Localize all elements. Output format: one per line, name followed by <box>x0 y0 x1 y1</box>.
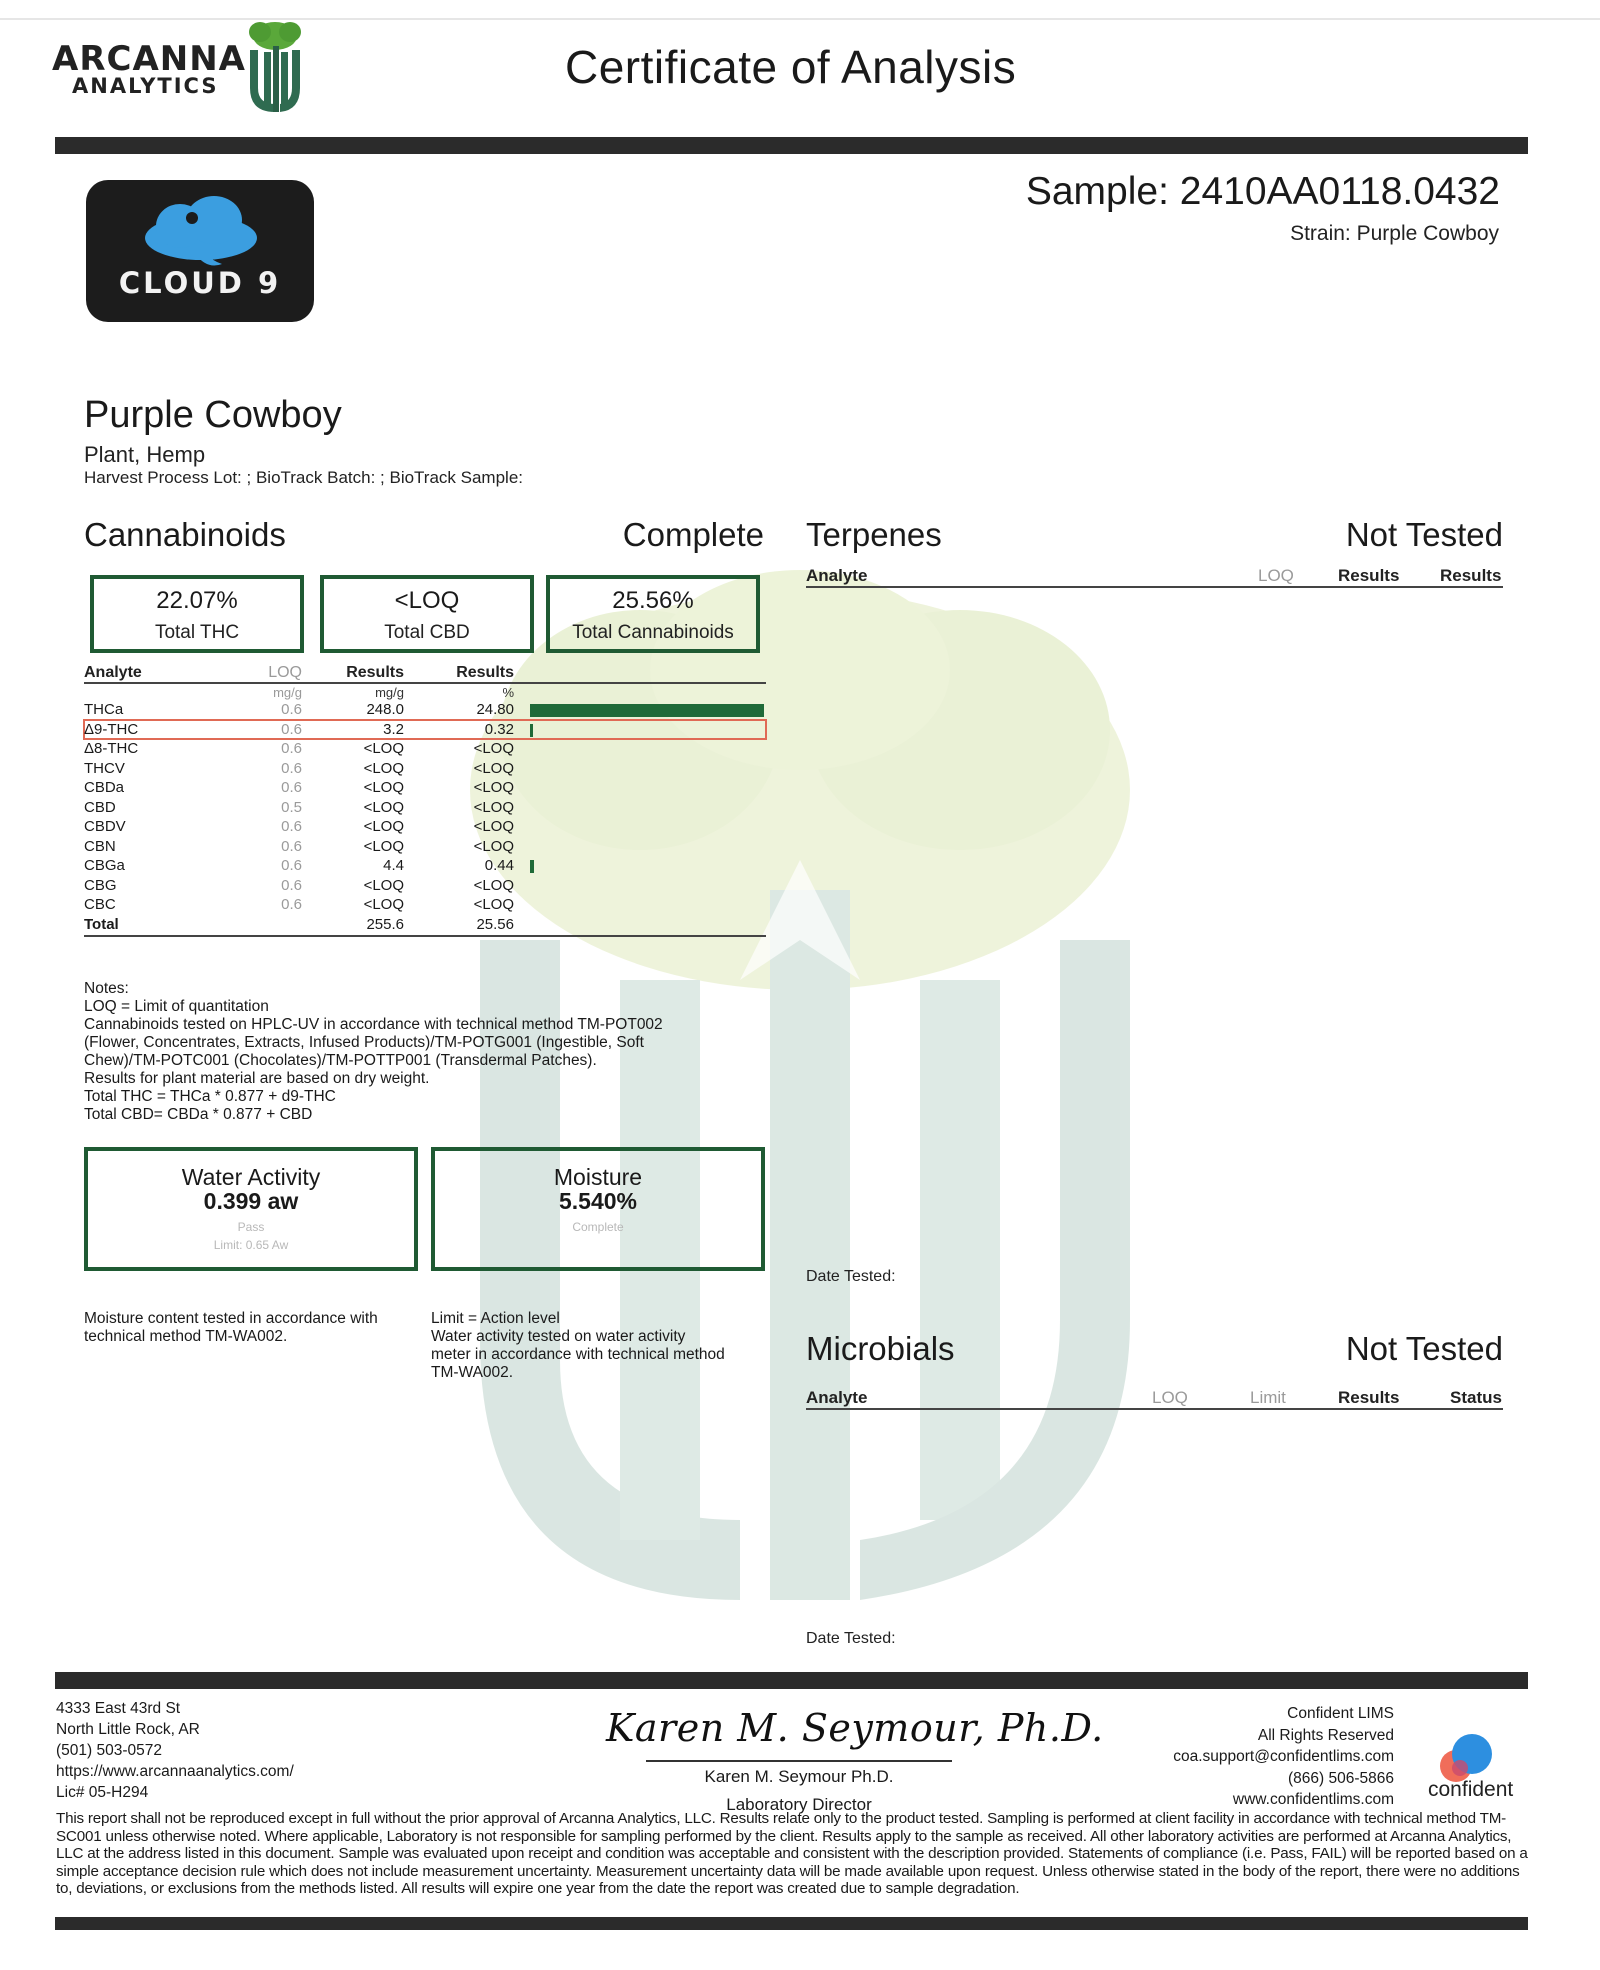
analyte-name: THCa <box>84 701 124 718</box>
terpenes-date-tested: Date Tested: <box>806 1268 896 1285</box>
water-activity-note <box>431 1310 725 1382</box>
col-limit: Limit <box>1250 1388 1286 1407</box>
total-mg: 255.6 <box>366 915 404 933</box>
lab-address <box>56 1698 294 1803</box>
unit-mg: mg/g <box>375 685 404 700</box>
analyte-pct: <LOQ <box>473 837 514 855</box>
result-bar <box>530 724 533 737</box>
lab-website-link[interactable]: https://www.arcannaanalytics.com/ <box>56 1763 294 1780</box>
table-row <box>84 759 766 779</box>
address-line: Lic# 05-H294 <box>56 1784 149 1801</box>
lims-email-link[interactable]: coa.support@confidentlims.com <box>1173 1748 1394 1765</box>
col-analyte: Analyte <box>84 664 142 681</box>
analyte-mg: <LOQ <box>363 837 404 855</box>
client-logo <box>86 180 314 322</box>
disclaimer: This report shall not be reproduced except in full without the prior approval of Arcanna Analytics, LLC. Results relate only to the product tested. Sampling is performed at client facility in accordance with technical method TM-SC001 unless otherwise noted. Where applicable, Laboratory is not responsible for sampling performed by the client. Results apply to the sample as received. All other laboratory activities are performed at Arcanna Analytics, LLC at the address listed in this document. Sample was evaluated upon receipt and condition was acceptable and consistent with the description provided. Statements of compliance (i.e. Pass, FAIL) will be reported based on a simple acceptance decision rule which does not include measurement uncertainty. Measurement uncertainty data will be made available upon request. Unless otherwise stated in the body of the report, there were no additions to, deviations, or exclusions from the methods listed. All results will expire one year from the date the report was created due to sample degradation. <box>56 1810 1528 1897</box>
table-row <box>84 739 766 759</box>
total-pct: 25.56 <box>476 915 514 933</box>
col-loq: LOQ <box>1258 566 1294 585</box>
signer-name: Karen M. Seymour Ph.D. <box>704 1767 894 1786</box>
water-activity-box <box>84 1147 418 1271</box>
summary-box-total-cannabinoids <box>546 575 760 653</box>
col-loq: LOQ <box>268 664 302 681</box>
analyte-loq: 0.6 <box>281 896 302 913</box>
analyte-loq: 0.6 <box>281 818 302 835</box>
strain-label: Strain: Purple Cowboy <box>1290 222 1499 245</box>
moisture-note-line: Moisture content tested in accordance with <box>84 1310 378 1327</box>
water-note-line: Water activity tested on water activity <box>431 1328 686 1345</box>
summary-box-total-cbd <box>320 575 534 653</box>
lab-name: ARCANNA <box>52 39 246 79</box>
notes <box>84 980 774 1124</box>
cannabinoids-status: Complete <box>622 516 764 553</box>
col-results: Results <box>1440 566 1502 585</box>
analyte-loq: 0.6 <box>281 779 302 796</box>
col-results-pct: Results <box>456 664 514 681</box>
analyte-loq: 0.6 <box>281 837 302 855</box>
address-line: North Little Rock, AR <box>56 1721 200 1738</box>
water-activity-status: Pass <box>237 1220 265 1234</box>
summary-label: Total Cannabinoids <box>572 622 734 643</box>
analyte-name: CBDa <box>84 779 125 796</box>
moisture-note <box>84 1310 378 1346</box>
microbials-status: Not Tested <box>1345 1330 1503 1367</box>
notes-line: Results for plant material are based on dry weight. <box>84 1070 430 1087</box>
summary-value: 22.07% <box>156 587 238 614</box>
moisture-value: 5.540% <box>558 1188 637 1214</box>
analyte-pct: <LOQ <box>473 740 514 757</box>
col-results-mg: Results <box>346 664 404 681</box>
analyte-loq: 0.5 <box>281 798 302 816</box>
cannabinoids-title: Cannabinoids <box>84 516 286 553</box>
signer-role: Laboratory Director <box>726 1795 872 1814</box>
terpenes-table-header <box>806 566 1503 588</box>
col-analyte: Analyte <box>806 566 868 585</box>
moisture-note-line: technical method TM-WA002. <box>84 1328 288 1345</box>
arcanna-hand-icon <box>242 18 308 114</box>
footer-divider <box>55 1672 1528 1689</box>
analyte-pct: <LOQ <box>473 759 514 777</box>
lims-line: (866) 506-5866 <box>1288 1769 1394 1787</box>
lims-line: Confident LIMS <box>1287 1705 1394 1722</box>
col-status: Status <box>1450 1388 1502 1407</box>
summary-value: 25.56% <box>612 587 694 614</box>
lims-website-link[interactable]: www.confidentlims.com <box>1232 1791 1394 1808</box>
analyte-name: CBGa <box>84 857 125 874</box>
notes-line: Total THC = THCa * 0.877 + d9-THC <box>84 1088 336 1105</box>
analyte-pct: <LOQ <box>473 798 514 816</box>
analyte-pct: <LOQ <box>473 818 514 835</box>
notes-line: Total CBD= CBDa * 0.877 + CBD <box>84 1106 313 1123</box>
total-label: Total <box>84 915 119 933</box>
analyte-mg: 4.4 <box>383 857 404 874</box>
analyte-pct: <LOQ <box>473 876 514 894</box>
table-row <box>84 700 766 720</box>
notes-line: Notes: <box>84 980 129 997</box>
address-line: 4333 East 43rd St <box>56 1700 181 1717</box>
col-results: Results <box>1338 566 1400 585</box>
notes-line: (Flower, Concentrates, Extracts, Infused Products)/TM-POTG001 (Ingestible, Soft <box>84 1034 644 1051</box>
analyte-loq: 0.6 <box>281 701 302 718</box>
col-results: Results <box>1338 1388 1400 1407</box>
product-type: Plant, Hemp <box>84 442 206 467</box>
analyte-mg: <LOQ <box>363 876 404 894</box>
summary-box-total-thc <box>90 575 304 653</box>
signature: Karen M. Seymour, Ph.D. <box>606 1706 1104 1750</box>
analyte-mg: <LOQ <box>363 798 404 816</box>
water-note-line: Limit = Action level <box>431 1310 560 1327</box>
summary-value: <LOQ <box>394 587 460 614</box>
cloud-icon <box>136 194 266 272</box>
analyte-name: Δ9-THC <box>84 720 139 738</box>
analyte-mg: <LOQ <box>363 818 404 835</box>
analyte-name: CBC <box>84 896 116 913</box>
water-note-line: meter in accordance with technical method <box>431 1346 725 1363</box>
analyte-loq: 0.6 <box>281 759 302 777</box>
terpenes-title: Terpenes <box>806 516 942 553</box>
microbials-date-tested: Date Tested: <box>806 1630 896 1647</box>
water-activity-title: Water Activity <box>181 1164 321 1190</box>
terpenes-status: Not Tested <box>1345 516 1503 553</box>
analyte-mg: <LOQ <box>363 896 404 913</box>
analyte-pct: 0.44 <box>484 857 514 874</box>
analyte-name: THCV <box>84 759 125 777</box>
analyte-mg: 3.2 <box>383 720 404 738</box>
water-note-line: TM-WA002. <box>431 1364 514 1381</box>
table-row <box>84 778 766 798</box>
table-row <box>84 856 766 876</box>
units-row <box>84 684 766 700</box>
moisture-status: Complete <box>572 1220 624 1234</box>
table-row <box>84 837 766 857</box>
table-row <box>84 720 766 740</box>
result-bar <box>530 860 534 873</box>
table-row <box>84 817 766 837</box>
analyte-mg: <LOQ <box>363 759 404 777</box>
arcanna-logo <box>52 18 312 114</box>
analyte-loq: 0.6 <box>281 876 302 894</box>
address-line: (501) 503-0572 <box>56 1742 162 1759</box>
analyte-loq: 0.6 <box>281 857 302 874</box>
analyte-pct: <LOQ <box>473 896 514 913</box>
analyte-mg: 248.0 <box>366 701 404 718</box>
analyte-name: CBDV <box>84 818 126 835</box>
moisture-box <box>431 1147 765 1271</box>
analyte-mg: <LOQ <box>363 740 404 757</box>
table-row <box>84 895 766 915</box>
moisture-title: Moisture <box>553 1164 643 1190</box>
lab-subname: ANALYTICS <box>72 74 219 98</box>
header-divider <box>55 137 1528 154</box>
bottom-divider <box>55 1917 1528 1930</box>
analyte-name: CBD <box>84 798 116 816</box>
table-row <box>84 798 766 818</box>
microbials-table-header <box>806 1388 1503 1410</box>
lims-line: All Rights Reserved <box>1257 1726 1394 1744</box>
notes-line: Chew)/TM-POTC001 (Chocolates)/TM-POTTP001 (Transdermal Patches). <box>84 1052 597 1069</box>
unit-pct: % <box>502 685 514 700</box>
page-title: Certificate of Analysis <box>565 41 1017 93</box>
result-bar <box>530 704 764 717</box>
col-analyte: Analyte <box>806 1388 868 1407</box>
analyte-pct: 0.32 <box>484 720 514 738</box>
client-name: CLOUD 9 <box>118 266 282 300</box>
water-activity-value: 0.399 aw <box>203 1188 299 1214</box>
analyte-pct: 24.80 <box>476 701 514 718</box>
analyte-pct: <LOQ <box>473 779 514 796</box>
signature-line <box>646 1760 952 1762</box>
sample-id: Sample: 2410AA0118.0432 <box>1025 170 1500 213</box>
analyte-loq: 0.6 <box>281 740 302 757</box>
product-lots: Harvest Process Lot: ; BioTrack Batch: ; BioTrack Sample: <box>84 468 524 487</box>
analyte-mg: <LOQ <box>363 779 404 796</box>
lims-info <box>1173 1703 1394 1811</box>
product-name: Purple Cowboy <box>84 394 342 436</box>
analyte-name: CBN <box>84 837 116 855</box>
table-body <box>84 700 766 915</box>
confident-logo-text: confident <box>1428 1778 1514 1801</box>
analyte-name: CBG <box>84 876 117 894</box>
notes-line: LOQ = Limit of quantitation <box>84 998 269 1015</box>
notes-line: Cannabinoids tested on HPLC-UV in accordance with technical method TM-POT002 <box>84 1016 663 1033</box>
analyte-loq: 0.6 <box>281 720 302 738</box>
table-row <box>84 876 766 896</box>
table-row-total <box>84 915 766 937</box>
summary-label: Total THC <box>154 622 240 643</box>
col-loq: LOQ <box>1152 1388 1188 1407</box>
water-activity-limit: Limit: 0.65 Aw <box>213 1238 289 1252</box>
unit-loq: mg/g <box>273 685 302 700</box>
microbials-title: Microbials <box>806 1330 955 1367</box>
summary-label: Total CBD <box>384 622 470 643</box>
analyte-name: Δ8-THC <box>84 740 139 757</box>
cannabinoid-table <box>84 664 766 937</box>
table-header <box>84 664 766 684</box>
